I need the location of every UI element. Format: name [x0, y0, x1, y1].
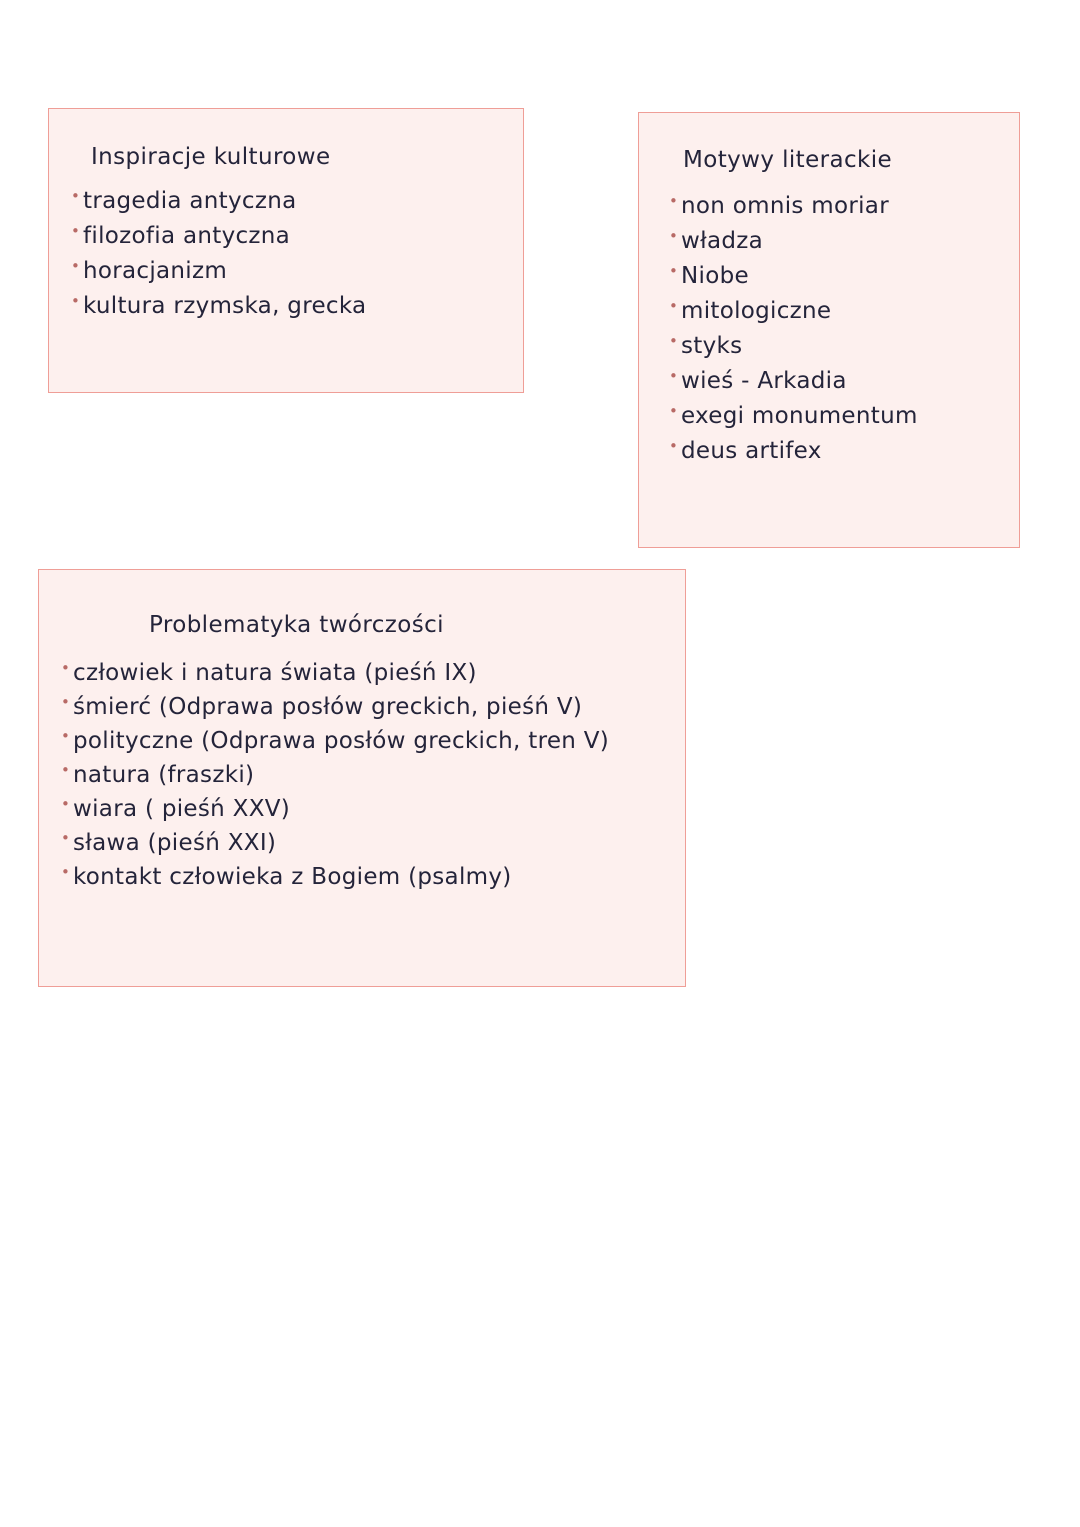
list-item: • mitologiczne — [667, 298, 1019, 324]
box-title-inspiracje: Inspiracje kulturowe — [91, 144, 331, 170]
list-item: • sława (pieśń XXI) — [59, 830, 685, 856]
list-item: • horacjanizm — [69, 258, 523, 284]
list-item: • polityczne (Odprawa posłów greckich, tren V) — [59, 728, 685, 754]
box-title-motywy: Motywy literackie — [683, 147, 893, 173]
note-box-problematyka-tworczosci — [38, 569, 686, 987]
list-item: • wieś - Arkadia — [667, 368, 1019, 394]
list-item: • kultura rzymska, grecka — [69, 293, 523, 319]
note-box-motywy-literackie — [638, 112, 1020, 548]
note-box-inspiracje-kulturowe — [48, 108, 524, 393]
list-item: • deus artifex — [667, 438, 1019, 464]
list-item: • władza — [667, 228, 1019, 254]
bullet-list-inspiracje — [69, 188, 523, 319]
list-item: • non omnis moriar — [667, 193, 1019, 219]
list-item: • człowiek i natura świata (pieśń IX) — [59, 660, 685, 686]
list-item: • natura (fraszki) — [59, 762, 685, 788]
list-item: • śmierć (Odprawa posłów greckich, pieśń V) — [59, 694, 685, 720]
box-title-problematyka: Problematyka twórczości — [149, 612, 444, 638]
list-item: • filozofia antyczna — [69, 223, 523, 249]
list-item: • kontakt człowieka z Bogiem (psalmy) — [59, 864, 685, 890]
list-item: • tragedia antyczna — [69, 188, 523, 214]
list-item: • exegi monumentum — [667, 403, 1019, 429]
bullet-list-motywy — [667, 193, 1019, 464]
list-item: • styks — [667, 333, 1019, 359]
list-item: • Niobe — [667, 263, 1019, 289]
bullet-list-problematyka — [59, 660, 685, 890]
list-item: • wiara ( pieśń XXV) — [59, 796, 685, 822]
